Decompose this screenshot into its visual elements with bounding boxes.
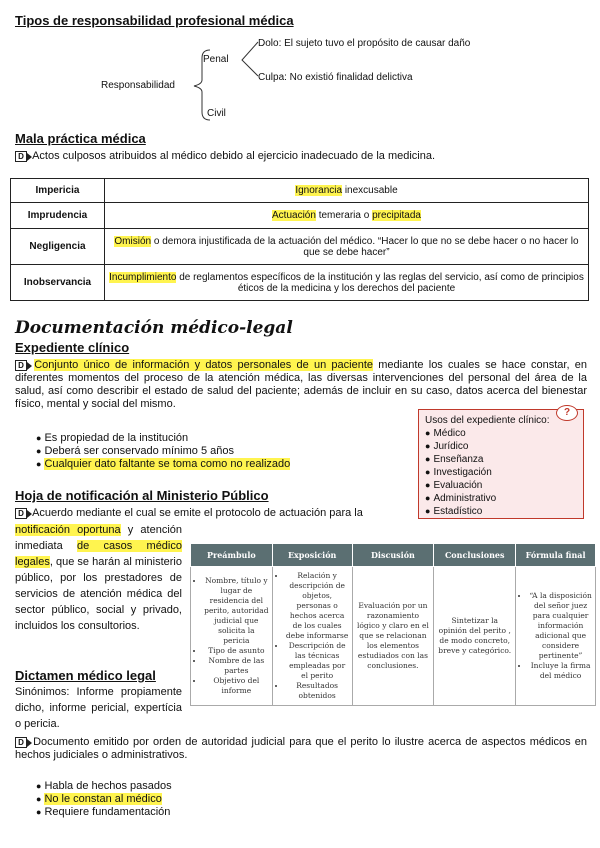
table-row <box>11 265 589 301</box>
list-item: ● Administrativo <box>425 492 577 505</box>
hoja-line1: D Acuerdo mediante el cual se emite el protocolo de actuación para la <box>15 507 410 519</box>
definition-icon: D <box>15 360 27 371</box>
row-value: Omisión o demora injustificada de la actuación del médico. “Hacer lo que no se debe hacer o no hacer lo que se debe hacer” <box>105 229 589 265</box>
definition-icon: D <box>15 737 27 748</box>
list-item: • Relación y descripción de objetos, personas o hechos acerca de los cuales debe informarse <box>286 571 349 641</box>
dictamen-definition: D Documento emitido por orden de autoridad judicial para que el perito lo ilustre acerca de aspectos médicos en hechos judiciales o administrativos. <box>15 736 587 761</box>
discusion-cell: Evaluación por un razonamiento lógico y claro en el que se relacionan los elementos estudiados con las conclusiones. <box>352 567 434 706</box>
table-header-row <box>191 544 596 567</box>
section-title-documentacion: Documentación médico-legal <box>15 318 293 338</box>
expediente-text: D Conjunto único de información y datos personales de un paciente mediante los cuales se hace constar, en diferentes momentos del proceso de la atención médica, las diversas intervenciones del personal del área de la salud, así como describir el estado de salud del paciente; además de incluir en su caso, datos acerca del bienestar físico, mental y social del mismo. <box>15 359 587 410</box>
list-item: ● Enseñanza <box>425 453 577 466</box>
list-item: ● No le constan al médico <box>36 793 172 806</box>
dolo-text: Dolo: El sujeto tuvo el propósito de causar daño <box>258 38 471 49</box>
row-value: Incumplimiento de reglamentos específicos de la institución y las reglas del servicio, así como de principios éticos de la medicina y los derechos del paciente <box>105 265 589 301</box>
preambulo-cell <box>191 567 273 706</box>
list-item: ● Deberá ser conservado mínimo 5 años <box>36 445 290 458</box>
column-header: Discusión <box>352 544 434 567</box>
list-item: ● Jurídico <box>425 440 577 453</box>
table-row <box>11 179 589 203</box>
column-header: Preámbulo <box>191 544 273 567</box>
list-item: • Resultados obtenidos <box>286 681 349 701</box>
section-title-mala-practica: Mala práctica médica <box>15 131 146 146</box>
expediente-title: Expediente clínico <box>15 340 130 355</box>
column-header: Conclusiones <box>434 544 516 567</box>
table-row <box>191 567 596 706</box>
conclusiones-cell: Sintetizar la opinión del perito , de modo concreto, breve y categórico. <box>434 567 516 706</box>
list-item: ● Médico <box>425 427 577 440</box>
question-badge-icon: ? <box>556 405 578 421</box>
list-item: • Tipo de asunto <box>204 646 269 656</box>
list-item: • Objetivo del informe <box>204 676 269 696</box>
dictamen-structure-table <box>190 543 596 706</box>
list-item: ● Evaluación <box>425 479 577 492</box>
mala-practica-table <box>10 178 589 301</box>
definition-icon: D <box>15 151 27 162</box>
row-key-imprudencia: Imprudencia <box>11 203 105 229</box>
list-item: ● Habla de hechos pasados <box>36 780 172 793</box>
culpa-text: Culpa: No existió finalidad delictiva <box>258 72 413 83</box>
responsabilidad-label: Responsabilidad <box>101 80 175 91</box>
row-key-impericia: Impericia <box>11 179 105 203</box>
hoja-title: Hoja de notificación al Ministerio Público <box>15 488 269 503</box>
expediente-bullets <box>36 432 290 471</box>
definition-icon: D <box>15 508 27 519</box>
formula-cell <box>516 567 596 706</box>
list-item: • Incluye la firma del médico <box>529 661 592 681</box>
dictamen-title: Dictamen médico legal <box>15 668 156 683</box>
table-row <box>11 203 589 229</box>
usos-expediente-note <box>418 409 584 519</box>
list-item: ● Requiere fundamentación <box>36 806 172 819</box>
list-item: ● Cualquier dato faltante se toma como no realizado <box>36 458 290 471</box>
exposicion-cell <box>272 567 352 706</box>
dictamen-synonyms: Sinónimos: Informe propiamente dicho, informe pericial, expertícia o pericia. <box>15 686 182 730</box>
note-list <box>425 427 577 518</box>
section-title-responsabilidad: Tipos de responsabilidad profesional médica <box>15 13 294 28</box>
list-item: ● Estadístico <box>425 505 577 518</box>
list-item: ● Es propiedad de la institución <box>36 432 290 445</box>
row-key-inobservancia: Inobservancia <box>11 265 105 301</box>
column-header: Exposición <box>272 544 352 567</box>
column-header: Fórmula final <box>516 544 596 567</box>
list-item: ● Investigación <box>425 466 577 479</box>
civil-label: Civil <box>207 108 226 119</box>
row-key-negligencia: Negligencia <box>11 229 105 265</box>
row-value: Ignorancia inexcusable <box>105 179 589 203</box>
row-value: Actuación temeraria o precipitada <box>105 203 589 229</box>
mala-practica-definition: D Actos culposos atribuidos al médico debido al ejercicio inadecuado de la medicina. <box>15 150 435 162</box>
hoja-text: notificación oportuna y atención inmediata de casos médico legales, que se harán al ministerio público, por los prestadores de servicios de atención médica del sector público, social y privado, incluidos los consultorios. <box>15 524 182 632</box>
list-item: • Nombre de las partes <box>204 656 269 676</box>
penal-label: Penal <box>203 54 229 65</box>
list-item: • Nombre, título y lugar de residencia del perito, autoridad judicial que solicita la pericia <box>204 576 269 646</box>
note-title: Usos del expediente clínico: <box>425 415 550 426</box>
list-item: • Descripción de las técnicas empleadas por el perito <box>286 641 349 681</box>
table-row <box>11 229 589 265</box>
dictamen-bullets <box>36 780 172 819</box>
list-item: • “A la disposición del señor juez para cualquier información adicional que considere pertinente” <box>529 591 592 661</box>
